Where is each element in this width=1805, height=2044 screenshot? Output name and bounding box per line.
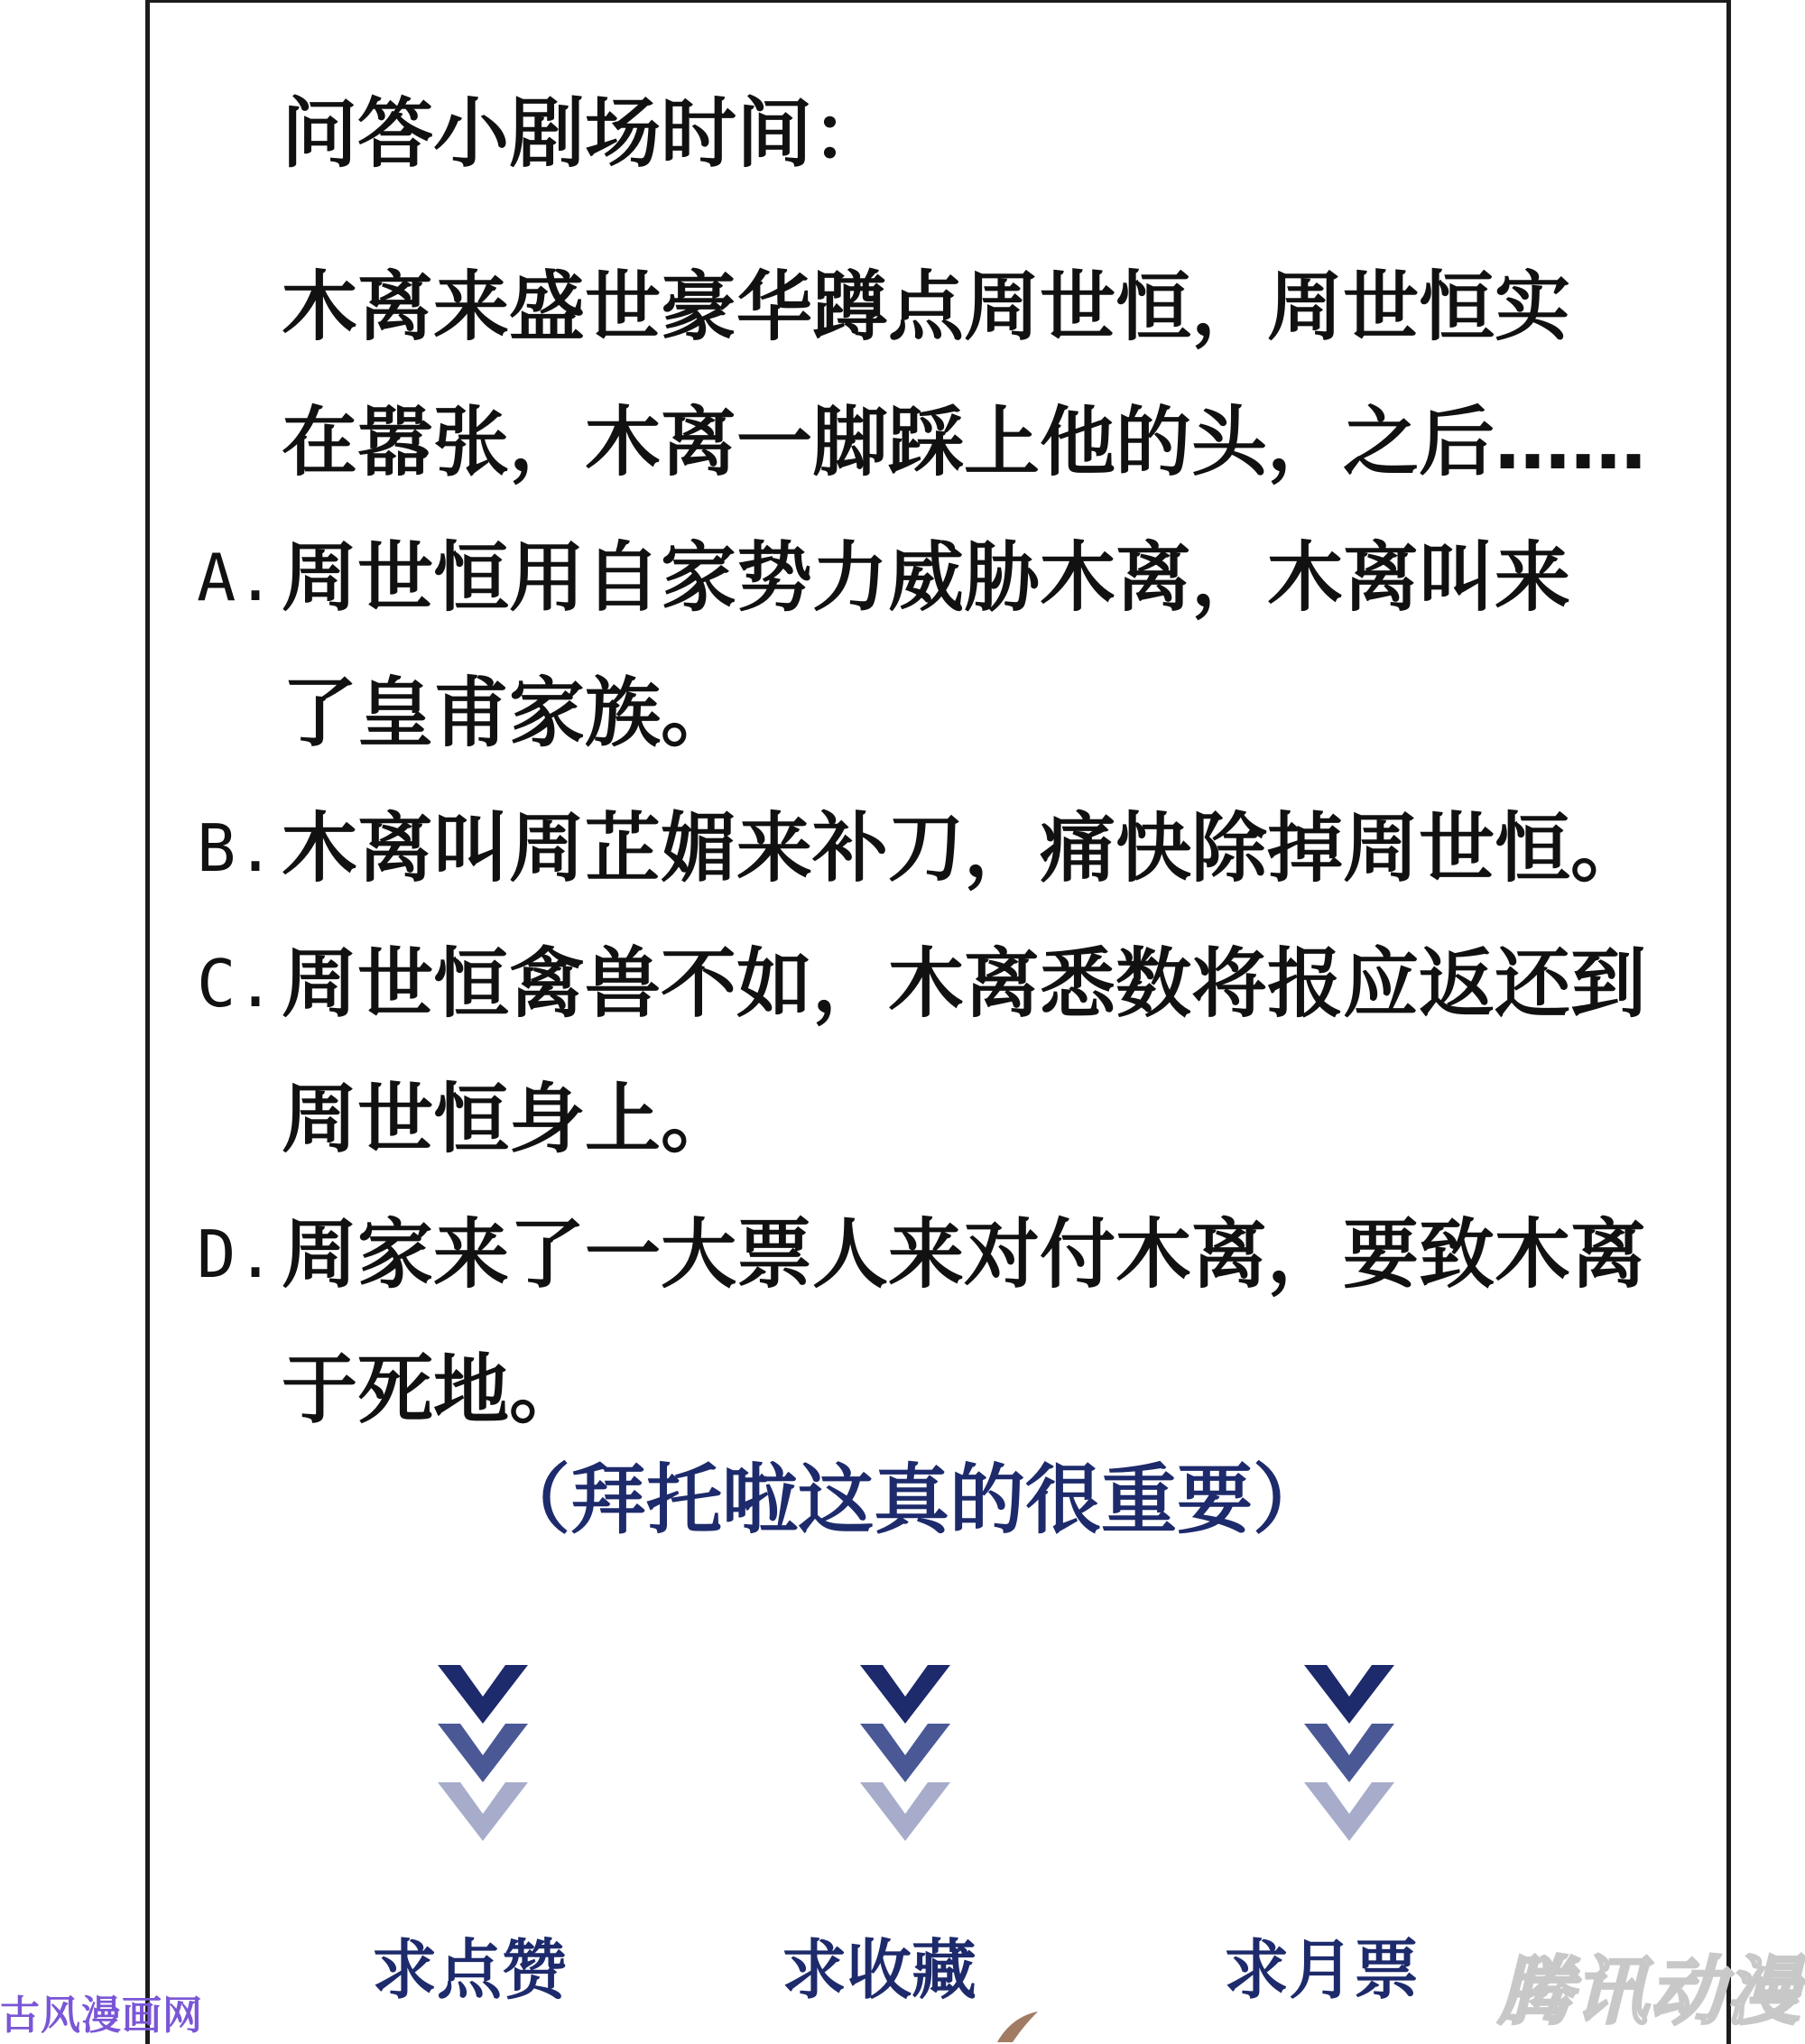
option-c-label: C.	[197, 946, 275, 1022]
triple-chevron-down-icon	[433, 1660, 532, 1850]
monthly-ticket-request-button[interactable]: 求月票	[1224, 1932, 1420, 2008]
watermark-right: 腾讯动漫	[1498, 1949, 1801, 2035]
option-a-label: A.	[197, 540, 275, 615]
watermark-left: 古风漫画网	[0, 1993, 203, 2039]
option-b-label: B.	[197, 810, 275, 886]
option-d-label: D.	[197, 1216, 275, 1292]
frame-top-border	[145, 0, 1731, 3]
question-line-1: 木离来盛世豪华蹲点周世恒，周世恒实	[282, 263, 1571, 351]
option-d-line-2: 于死地。	[282, 1346, 586, 1434]
question-line-2: 在嚣张，木离一脚踩上他的头，之后……	[282, 398, 1647, 486]
favorite-request-button[interactable]: 求收藏	[782, 1932, 977, 2008]
option-b-line-1: 木离叫周芷媚来补刀，痛快除掉周世恒。	[282, 804, 1647, 893]
frame-left-border	[145, 0, 150, 2044]
frame-right-border	[1726, 0, 1731, 2044]
triple-chevron-down-icon	[1300, 1660, 1399, 1850]
option-d-line-1: 周家来了一大票人来对付木离，要致木离	[282, 1210, 1647, 1299]
option-c-line-1: 周世恒禽兽不如，木离悉数将报应返还到	[282, 939, 1647, 1028]
brush-stroke-decoration	[993, 2008, 1047, 2044]
triple-chevron-down-icon	[856, 1660, 955, 1850]
option-c-line-2: 周世恒身上。	[282, 1075, 737, 1163]
option-a-line-2: 了皇甫家族。	[282, 669, 737, 757]
quiz-title: 问答小剧场时间：	[282, 89, 889, 178]
option-a-line-1: 周世恒用自家势力威胁木离，木离叫来	[282, 533, 1571, 622]
like-request-button[interactable]: 求点赞	[372, 1932, 568, 2008]
plea-text: （拜托啦这真的很重要）	[495, 1456, 1329, 1544]
